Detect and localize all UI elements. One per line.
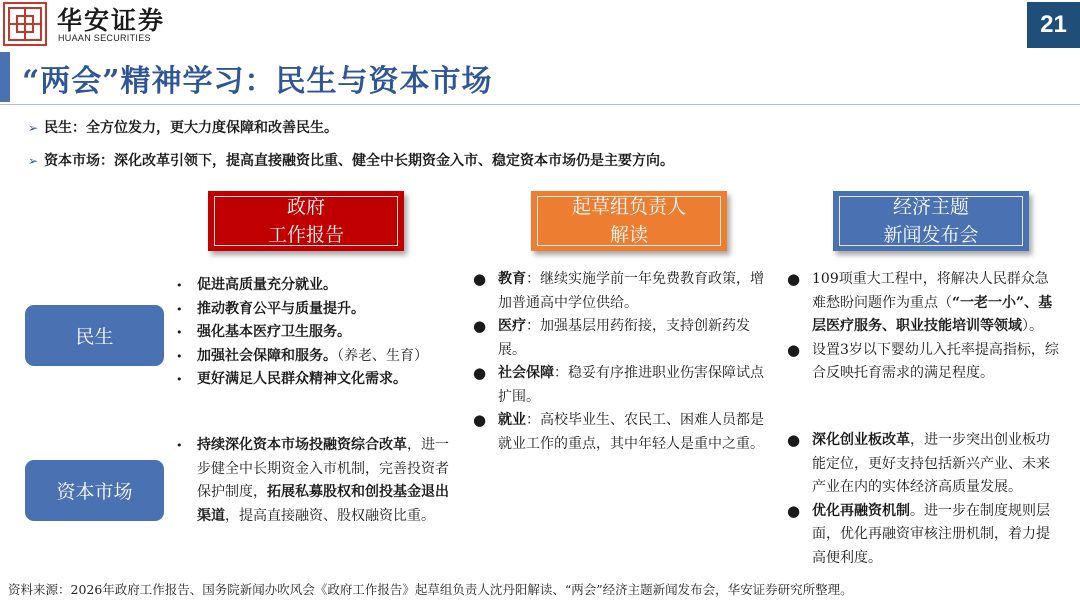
row-label-minsheng: 民生 bbox=[25, 305, 164, 366]
list-item: ● 优化再融资机制。进一步在制度规则层面，优化再融资审核注册机制，着力提高便利度。 bbox=[787, 501, 1050, 566]
header-line: 工作报告 bbox=[267, 224, 344, 246]
page-number: 21 bbox=[1027, 2, 1080, 48]
summary-text: 资本市场：深化改革引领下，提高直接融资比重、健全中长期资金入市、稳定资本市场仍是主要方向。 bbox=[44, 153, 675, 169]
title-divider bbox=[0, 104, 1080, 105]
header-line: 经济主题 bbox=[892, 196, 969, 218]
list-item: ● 社会保障：稳妥有序推进职业伤害保障试点扩围。 bbox=[473, 364, 764, 405]
list-item: • 加强社会保障和服务。（养老、生育） bbox=[176, 347, 428, 364]
list-item: ● 就业：高校毕业生、农民工、困难人员都是就业工作的重点，其中年轻人是重中之重。 bbox=[473, 411, 764, 452]
press-minsheng-list bbox=[787, 268, 1059, 386]
list-item: • 促进高质量充分就业。 bbox=[176, 277, 337, 293]
row-label-capital-market: 资本市场 bbox=[25, 460, 164, 521]
summary-text: 民生：全方位发力，更大力度保障和改善民生。 bbox=[44, 120, 339, 136]
column-header-press-conference bbox=[833, 191, 1029, 251]
page-title: “两会”精神学习：民生与资本市场 bbox=[22, 64, 493, 99]
header-line: 新闻发布会 bbox=[883, 224, 979, 246]
list-item: • 持续深化资本市场投融资综合改革，进一步健全中长期资金入市机制，完善投资者保护制度，拓展私募股权和创投基金退出渠道，提高直接融资、股权融资比重。 bbox=[176, 437, 449, 524]
list-item: ● 教育：继续实施学前一年免费教育政策，增加普通高中学位供给。 bbox=[473, 270, 764, 311]
list-item: ● 设置3岁以下婴幼儿入托率提高指标，综合反映托育需求的满足程度。 bbox=[787, 340, 1059, 381]
summary-bullet-capital bbox=[28, 150, 674, 170]
header-line: 解读 bbox=[609, 224, 648, 246]
brand-name-cn: 华安证券 bbox=[57, 6, 166, 35]
list-item: ● 医疗：加强基层用药衔接，支持创新药发展。 bbox=[473, 317, 750, 358]
column-header-drafter bbox=[531, 191, 727, 251]
list-item: • 推动教育公平与质量提升。 bbox=[176, 300, 365, 317]
arrow-bullet-icon: ➢ bbox=[28, 154, 39, 168]
list-item: ● 109项重大工程中，将解决人民群众急难愁盼问题作为重点（“一老一小”、基层医疗服务、职业技能培训等领域）。 bbox=[787, 270, 1053, 334]
gov-minsheng-list bbox=[172, 274, 460, 392]
title-accent-bar bbox=[0, 52, 10, 102]
list-item: ● 深化创业板改革，进一步突出创业板功能定位，更好支持包括新兴产业、未来产业在内的实体经济高质量发展。 bbox=[787, 431, 1050, 495]
summary-bullet-minsheng bbox=[28, 117, 338, 137]
company-logo bbox=[3, 2, 47, 46]
gov-capital-list bbox=[172, 434, 460, 528]
list-item: • 强化基本医疗卫生服务。 bbox=[176, 324, 351, 340]
press-capital-list bbox=[787, 429, 1059, 570]
header-line: 起草组负责人 bbox=[571, 196, 686, 218]
arrow-bullet-icon: ➢ bbox=[28, 121, 39, 135]
header-line: 政府 bbox=[286, 196, 325, 218]
brand-name-en: HUAAN SECURITIES bbox=[58, 33, 151, 43]
source-note: 资料来源：2026年政府工作报告、国务院新闻办吹风会《政府工作报告》起草组负责人沈丹阳解读、“两会”经济主题新闻发布会，华安证券研究所整理。 bbox=[8, 582, 853, 597]
drafter-list bbox=[473, 268, 773, 456]
column-header-gov-report bbox=[208, 191, 404, 251]
list-item: • 更好满足人民群众精神文化需求。 bbox=[176, 371, 407, 387]
